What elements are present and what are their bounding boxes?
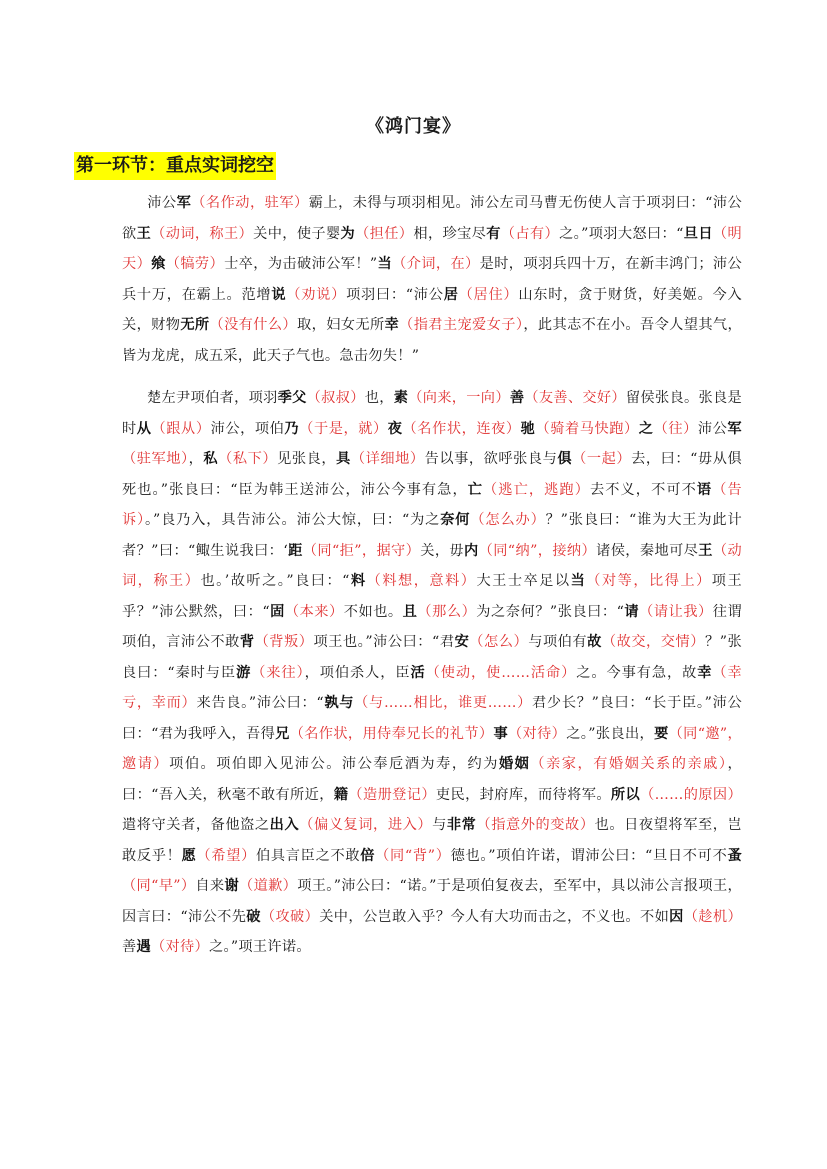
key-word: 军 [176,195,192,211]
gloss-annotation: （居住） [458,286,519,303]
text-run: ？”张良曰：“谁为大王为此计者？”曰：“鲰生说我曰：‘ [122,512,742,559]
text-run: 之。”张良出， [566,725,655,742]
gloss-annotation: （没有什么） [209,317,298,333]
gloss-annotation: （故交，交情） [601,634,705,650]
text-run: 吏民，封府库，而待将军。 [435,786,611,803]
text-run: ，项伯杀人，臣 [304,664,411,681]
gloss-annotation: （犒劳） [165,256,225,272]
text-run: 沛公，项伯 [210,420,285,437]
key-word: 活 [410,664,426,681]
gloss-annotation: （名作状，用侍奉兄长的礼节） [289,725,494,742]
text-run: 相，珍宝尽 [413,225,487,242]
gloss-annotation: （同“拒”，据守） [302,542,421,559]
gloss-annotation: （请让我） [639,603,713,620]
key-word: 谢 [224,878,240,894]
key-word: 婚姻 [498,756,531,772]
key-word: 背 [239,634,255,650]
text-run: 霸上，未得与项羽相见。沛公左司马曹无伤使人言于项羽曰：“沛公欲 [122,195,742,242]
gloss-annotation: （那么） [417,603,477,620]
text-run: 也， [364,390,394,406]
key-word: 且 [402,603,418,620]
gloss-annotation: （幸亏，幸而） [122,664,742,711]
gloss-annotation: （名作状，连夜） [402,420,521,437]
text-run: ，曰：“吾入关，秋毫不敢有所近， [122,756,742,803]
text-run: 留侯张良。张良是时 [122,390,742,437]
text-run: 去，曰：“毋从俱死也。”张良曰：“臣为韩王送沛公，沛公今事有急， [122,451,742,498]
gloss-annotation: （驻军地） [122,451,189,467]
key-word: 幸 [384,317,400,333]
gloss-annotation: （攻破） [260,908,320,925]
text-run: 项羽曰：“沛公 [346,286,444,303]
text-run: 山东时，贪于财货，好美姬。今入关，财物 [122,286,742,333]
gloss-annotation: （本来） [284,603,344,620]
gloss-annotation: （介词，在） [392,256,480,272]
key-word: 王 [136,225,152,242]
text-run: 沛公 [697,420,728,437]
key-word: 乃 [284,420,300,437]
gloss-annotation: （指意外的变故） [476,817,595,833]
gloss-annotation: （同“邀”，邀请） [122,725,743,772]
gloss-annotation: （叔叔） [306,390,365,406]
gloss-annotation: （明天） [122,225,742,272]
gloss-annotation: （趁机） [683,908,742,925]
key-word: 要 [654,725,669,742]
gloss-annotation: （对等，比得上） [586,573,712,589]
gloss-annotation: （对待） [151,939,209,955]
text-run: 关中，公岂敢入乎？今人有大功而击之，不义也。不如 [319,908,670,925]
gloss-annotation: （怎么） [469,634,529,650]
gloss-annotation: （友善、交好） [524,390,626,406]
paragraph-2 [122,383,742,963]
text-run: 士卒，为击破沛公军！” [224,256,378,272]
key-word: 出入 [269,817,300,833]
key-word: 之 [638,420,654,437]
text-run: 与 [432,817,447,833]
gloss-annotation: （对待） [508,725,567,742]
text-run: 诸侯，秦地可尽 [596,542,699,559]
text-run: 楚左尹项伯者，项羽 [147,390,278,406]
key-word: 夜 [387,420,403,437]
key-word: 说 [271,286,287,303]
gloss-annotation: （造册登记） [348,786,436,803]
text-run: 去不义，不可不 [589,481,697,498]
key-word: 奈何 [440,512,471,528]
gloss-annotation: （料想，意料） [366,573,477,589]
text-run: 见张良， [277,451,337,467]
text-run: 与项伯有 [528,634,588,650]
gloss-annotation: （与……相比，谁更……） [354,695,533,711]
gloss-annotation: （……的原因） [640,786,742,803]
key-word: 军 [727,420,742,437]
text-run: 项王也。”沛公曰：“君 [313,634,455,650]
key-word: 内 [464,542,479,559]
key-word: 遇 [136,939,151,955]
gloss-annotation: （告诉） [122,481,742,528]
text-run: 沛公 [147,195,177,211]
gloss-annotation: （担任） [355,225,414,242]
gloss-annotation: （骑着马快跑） [535,420,639,437]
gloss-annotation: （逃亡，逃跑） [483,481,590,498]
gloss-annotation: （往） [653,420,698,437]
text-run: 善 [122,939,137,955]
gloss-annotation: （跟从） [151,420,211,437]
text-run: 往谓项伯，言沛公不敢 [122,603,742,650]
key-word: 有 [486,225,501,242]
gloss-annotation: （希望） [196,847,257,864]
text-run: 项王。”沛公曰：“诺。”于是项伯复夜去，至军中，具以沛公言报项王，因言曰：“沛公不先 [122,878,743,925]
key-word: 愿 [181,847,197,864]
key-word: 素 [393,390,409,406]
text-run: 大王士卒足以 [476,573,571,589]
text-run: ，此其志不在小。吾令人望其气，皆为龙虎，成五采，此天子气也。急击勿失！” [122,317,742,364]
key-word: 季父 [277,390,307,406]
key-word: 旦日 [683,225,713,242]
text-run: 关中，使子婴 [253,225,341,242]
text-run: 。”良乃入，具告沛公。沛公大惊，曰：“为之 [145,512,441,528]
gloss-annotation: （背叛） [254,634,314,650]
key-word: 距 [288,542,303,559]
text-run: 是时，项羽兵四十万，在新丰鸿门；沛公兵十万，在霸上。范增 [122,256,742,303]
text-run: 也。日夜望将军至，岂敢反乎！ [122,817,742,864]
gloss-annotation: （劝说） [286,286,347,303]
text-run: 之。”项羽大怒曰：“ [559,225,684,242]
gloss-annotation: （来往） [251,664,305,681]
key-word: 王 [698,542,713,559]
key-word: 亡 [467,481,484,498]
gloss-annotation: （亲家，有婚姻关系的亲戚） [530,756,728,772]
text-run: 遣将守关者，备他盗之 [122,817,270,833]
key-word: 破 [246,908,261,925]
key-word: 当 [570,573,587,589]
gloss-annotation: （动词，称王） [122,542,742,589]
gloss-annotation: （私下） [218,451,278,467]
key-word: 为 [340,225,356,242]
key-word: 安 [454,634,470,650]
key-word: 倍 [360,847,376,864]
key-word: 籍 [333,786,349,803]
gloss-annotation: （同“早”） [122,878,196,894]
key-word: 语 [696,481,713,498]
key-word: 居 [443,286,459,303]
text-run: 为之奈何？”张良曰：“ [476,603,625,620]
key-word: 当 [377,256,393,272]
key-word: 驰 [520,420,536,437]
paragraph-1 [122,188,742,371]
gloss-annotation: （偏义复词，进入） [299,817,433,833]
key-word: 固 [269,603,285,620]
text-run: 取，妇女无所 [297,317,385,333]
text-run: 项王乎？”沛公默然，曰：“ [122,573,742,620]
gloss-annotation: （指君主宠爱女子） [399,317,524,333]
gloss-annotation: （同“纳”，接纳） [478,542,597,559]
key-word: 私 [203,451,219,467]
gloss-annotation: （怎么办） [470,512,546,528]
key-word: 俱 [557,451,573,467]
text-run: 之。今事有急，故 [576,664,698,681]
key-word: 从 [136,420,152,437]
text-run: ， [188,451,204,467]
key-word: 蚤 [727,847,742,864]
gloss-annotation: （使动，使……活命） [425,664,577,681]
text-run: 项伯。项伯即入见沛公。沛公奉卮酒为寿，约为 [169,756,499,772]
gloss-annotation: （一起） [572,451,632,467]
text-run: 自来 [195,878,225,894]
text-run: 关，毋 [420,542,465,559]
section-heading: 第一环节：重点实词挖空 [74,152,276,180]
gloss-annotation: （名作动，驻军） [191,195,309,211]
document-title: 《鸿门宴》 [366,116,461,137]
key-word: 游 [236,664,252,681]
key-word: 具 [336,451,351,467]
key-word: 幸 [697,664,713,681]
text-run: 来告良。”沛公曰：“ [196,695,324,711]
gloss-annotation: （动词，称王） [151,225,254,242]
text-run: 君少长？”良曰：“长于臣。”沛公曰：“君为我呼入，吾得 [122,695,742,742]
key-word: 请 [624,603,640,620]
gloss-annotation: （于是，就） [299,420,388,437]
key-word: 兄 [275,725,290,742]
key-word: 故 [587,634,602,650]
key-word: 非常 [446,817,477,833]
text-run: 之。”项王许诺。 [208,939,311,955]
key-word: 无所 [180,317,210,333]
text-run: 告以事，欲呼张良与 [424,451,558,467]
key-word: 孰与 [323,695,355,711]
gloss-annotation: （向来，一向） [408,390,510,406]
text-run: 伯具言臣之不敢 [256,847,361,864]
key-word: 料 [349,573,367,589]
key-word: 飨 [151,256,166,272]
gloss-annotation: （道歉） [239,878,298,894]
text-run: 德也。”项伯许诺，谓沛公曰：“旦日不可不 [450,847,728,864]
key-word: 因 [669,908,684,925]
key-word: 善 [509,390,525,406]
text-run: ？”张良曰：“秦时与臣 [122,634,742,681]
gloss-annotation: （同“背”） [375,847,451,864]
gloss-annotation: （占有） [500,225,560,242]
key-word: 事 [493,725,508,742]
gloss-annotation: （详细地） [350,451,425,467]
key-word: 所以 [610,786,641,803]
text-run: 不如也。 [343,603,403,620]
text-run: 也。’故听之。”良曰：“ [200,573,350,589]
